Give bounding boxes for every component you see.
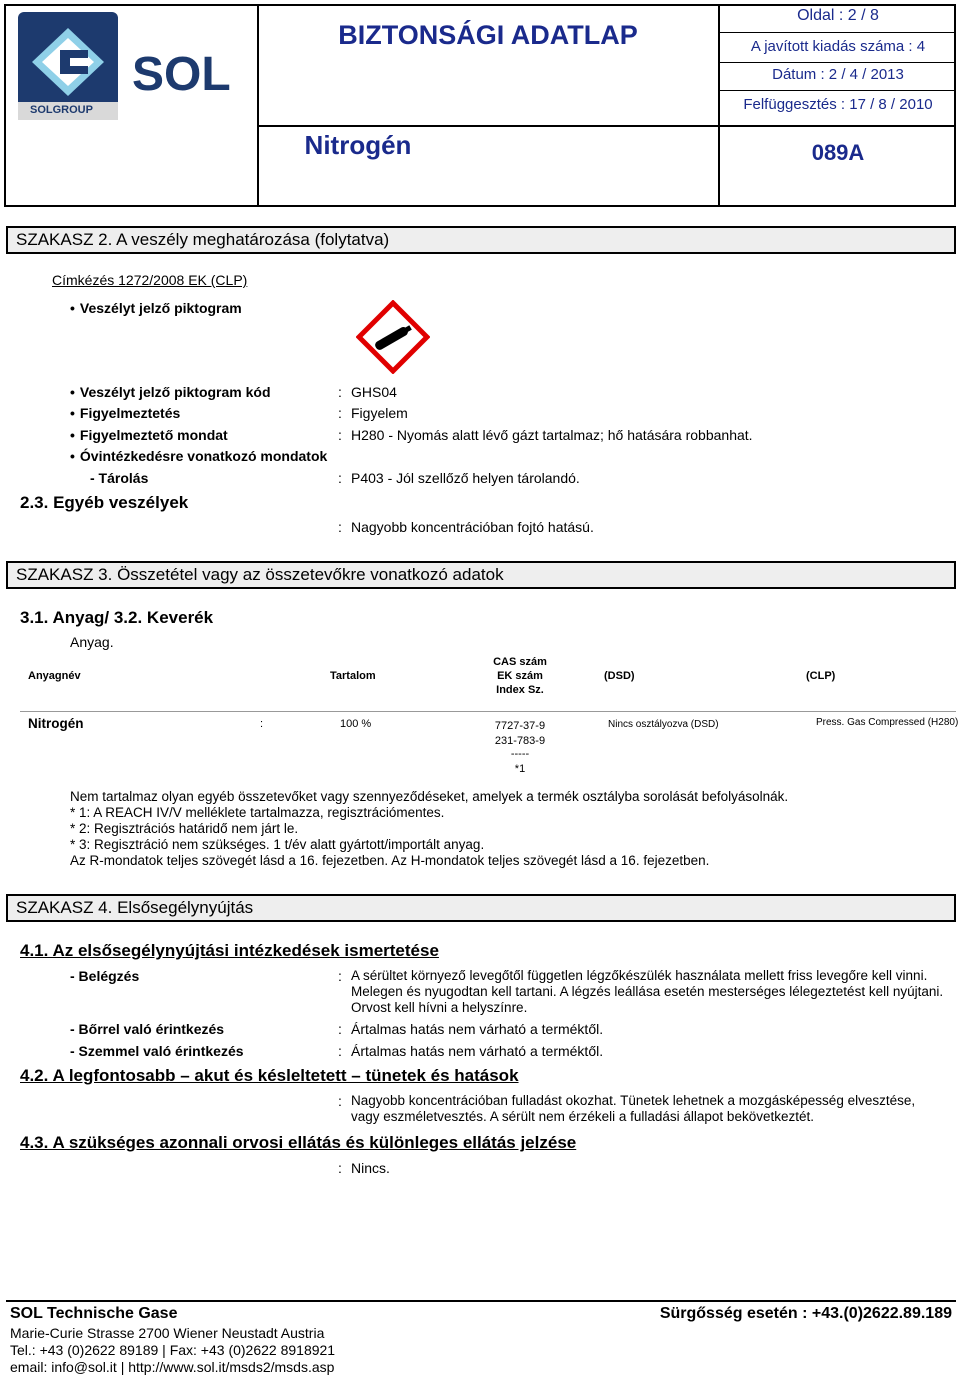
composition-note: * 1: A REACH IV/V melléklete tartalmazza, regisztrációmentes. xyxy=(70,805,445,820)
colon: : xyxy=(260,718,264,730)
skin-contact-value: Ártalmas hatás nem várható a terméktől. xyxy=(351,1021,604,1037)
composition-note: * 3: Regisztráció nem szükséges. 1 t/év alatt gyártott/importált anyag. xyxy=(70,837,485,852)
supersedes-date: Felfüggesztés : 17 / 8 / 2010 xyxy=(743,96,933,113)
header-row-line xyxy=(259,125,956,127)
signal-word-label: • Figyelmeztetés xyxy=(70,405,180,421)
colon: : xyxy=(338,1093,342,1109)
sol-logo-icon xyxy=(12,10,252,125)
revision-number: A javított kiadás száma : 4 xyxy=(750,38,926,55)
colon: : xyxy=(338,1043,342,1059)
col-ek: EK szám xyxy=(497,670,543,682)
col-dsd: (DSD) xyxy=(604,670,635,682)
other-hazards-value: Nagyobb koncentrációban fojtó hatású. xyxy=(351,519,594,535)
storage-label: - Tárolás xyxy=(90,470,149,486)
colon: : xyxy=(338,405,342,421)
composition-note: * 2: Regisztrációs határidő nem járt le. xyxy=(70,821,299,836)
composition-note: Az R-mondatok teljes szövegét lásd a 16. fejezetben. Az H-mondatok teljes szövegét lásd a 16. fejezetben. xyxy=(70,853,710,868)
table-cell-cas: 7727-37-9 xyxy=(494,720,546,732)
section-4-header: SZAKASZ 4. Elsősegélynyújtás xyxy=(6,894,956,922)
substance-heading: 3.1. Anyag/ 3.2. Keverék xyxy=(20,608,214,627)
footer-divider xyxy=(6,1300,956,1302)
symptoms-heading: 4.2. A legfontosabb – akut és késleltetett – tünetek és hatások xyxy=(20,1066,519,1085)
footer-email[interactable]: email: info@sol.it | http://www.sol.it/msds2/msds.asp xyxy=(10,1359,335,1375)
medical-attention-heading: 4.3. A szükséges azonnali orvosi ellátás és különleges ellátás jelzése xyxy=(20,1133,577,1152)
colon: : xyxy=(338,384,342,400)
labeling-heading: Címkézés 1272/2008 EK (CLP) xyxy=(52,272,248,288)
pictogram-code-label: • Veszélyt jelző piktogram kód xyxy=(70,384,271,400)
eye-contact-value: Ártalmas hatás nem várható a terméktől. xyxy=(351,1043,604,1059)
section-3-header: SZAKASZ 3. Összetétel vagy az összetevőkre vonatkozó adatok xyxy=(6,561,956,589)
table-cell-clp: Press. Gas Compressed (H280) xyxy=(816,717,959,728)
col-clp: (CLP) xyxy=(806,670,836,682)
table-cell-content: 100 % xyxy=(340,718,372,730)
eye-contact-label: - Szemmel való érintkezés xyxy=(70,1043,244,1059)
section-2-header: SZAKASZ 2. A veszély meghatározása (folytatva) xyxy=(6,226,956,254)
table-cell-dsd: Nincs osztályozva (DSD) xyxy=(608,719,719,730)
col-content: Tartalom xyxy=(330,670,376,682)
footer-company: SOL Technische Gase xyxy=(10,1305,178,1322)
composition-note: Nem tartalmaz olyan egyéb összetevőket vagy szennyeződéseket, amelyek a termék osztályba sorolását befolyásolnák. xyxy=(70,789,789,804)
document-title: BIZTONSÁGI ADATLAP xyxy=(338,20,638,50)
page-number: Oldal : 2 / 8 xyxy=(797,7,879,24)
footer-phone: Tel.: +43 (0)2622 89189 | Fax: +43 (0)2622 8918921 xyxy=(10,1342,336,1358)
footer-emergency: Sürgősség esetén : +43.(0)2622.89.189 xyxy=(659,1305,952,1322)
svg-text:SOL: SOL xyxy=(132,48,231,101)
colon: : xyxy=(338,519,342,535)
table-cell-name: Nitrogén xyxy=(28,716,84,731)
table-cell-index: ----- xyxy=(510,748,530,760)
col-cas: CAS szám xyxy=(493,656,547,668)
colon: : xyxy=(338,1021,342,1037)
col-name: Anyagnév xyxy=(28,670,81,682)
inhalation-label: - Belégzés xyxy=(70,968,140,984)
other-hazards-heading: 2.3. Egyéb veszélyek xyxy=(20,493,189,512)
product-name: Nitrogén xyxy=(304,130,412,160)
hazard-statement-value: H280 - Nyomás alatt lévő gázt tartalmaz; hő hatására robbanhat. xyxy=(351,427,753,443)
precautionary-label: • Óvintézkedésre vonatkozó mondatok xyxy=(70,448,327,464)
table-divider xyxy=(20,711,956,712)
revision-date: Dátum : 2 / 4 / 2013 xyxy=(772,66,904,83)
table-cell-note: *1 xyxy=(514,763,526,775)
header-row-line xyxy=(719,62,956,63)
first-aid-measures-heading: 4.1. Az elsősegélynyújtási intézkedések ismertetése xyxy=(20,941,439,960)
colon: : xyxy=(338,427,342,443)
logo-group-text: SOLGROUP xyxy=(30,104,93,116)
substance-type: Anyag. xyxy=(70,634,114,650)
table-cell-ek: 231-783-9 xyxy=(494,735,546,747)
storage-value: P403 - Jól szellőző helyen tárolandó. xyxy=(351,470,580,486)
medical-attention-value: Nincs. xyxy=(351,1160,390,1176)
footer-address: Marie-Curie Strasse 2700 Wiener Neustadt Austria xyxy=(10,1325,325,1341)
header-row-line xyxy=(719,90,956,91)
symptoms-value: Nagyobb koncentrációban fulladást okozhat. Tünetek lehetnek a mozgásképesség elvesztése, vagy eszméletvesztés. A sérült nem érzékeli a fulladási állapot bekövetkeztét. xyxy=(351,1093,916,1124)
hazard-statement-label: • Figyelmeztető mondat xyxy=(70,427,228,443)
gas-cylinder-ghs04-icon xyxy=(356,300,430,379)
colon: : xyxy=(338,470,342,486)
pictogram-code-value: GHS04 xyxy=(351,384,397,400)
product-code: 089A xyxy=(811,140,865,165)
pictogram-label: • Veszélyt jelző piktogram xyxy=(70,300,242,316)
header-row-line xyxy=(719,32,956,33)
signal-word-value: Figyelem xyxy=(351,405,408,421)
skin-contact-label: - Bőrrel való érintkezés xyxy=(70,1021,225,1037)
colon: : xyxy=(338,1160,342,1176)
col-index: Index Sz. xyxy=(496,684,544,696)
colon: : xyxy=(338,968,342,984)
inhalation-value: A sérültet környező levegőtől független légzőkészülék használata mellett friss levegőre kell vinni. Melegen és nyugodtan kell tartani. A légzés leállása esetén mesterséges lélegeztetést kell nyújtani. Orvost kell hívni a helyszínre. xyxy=(351,968,944,1015)
